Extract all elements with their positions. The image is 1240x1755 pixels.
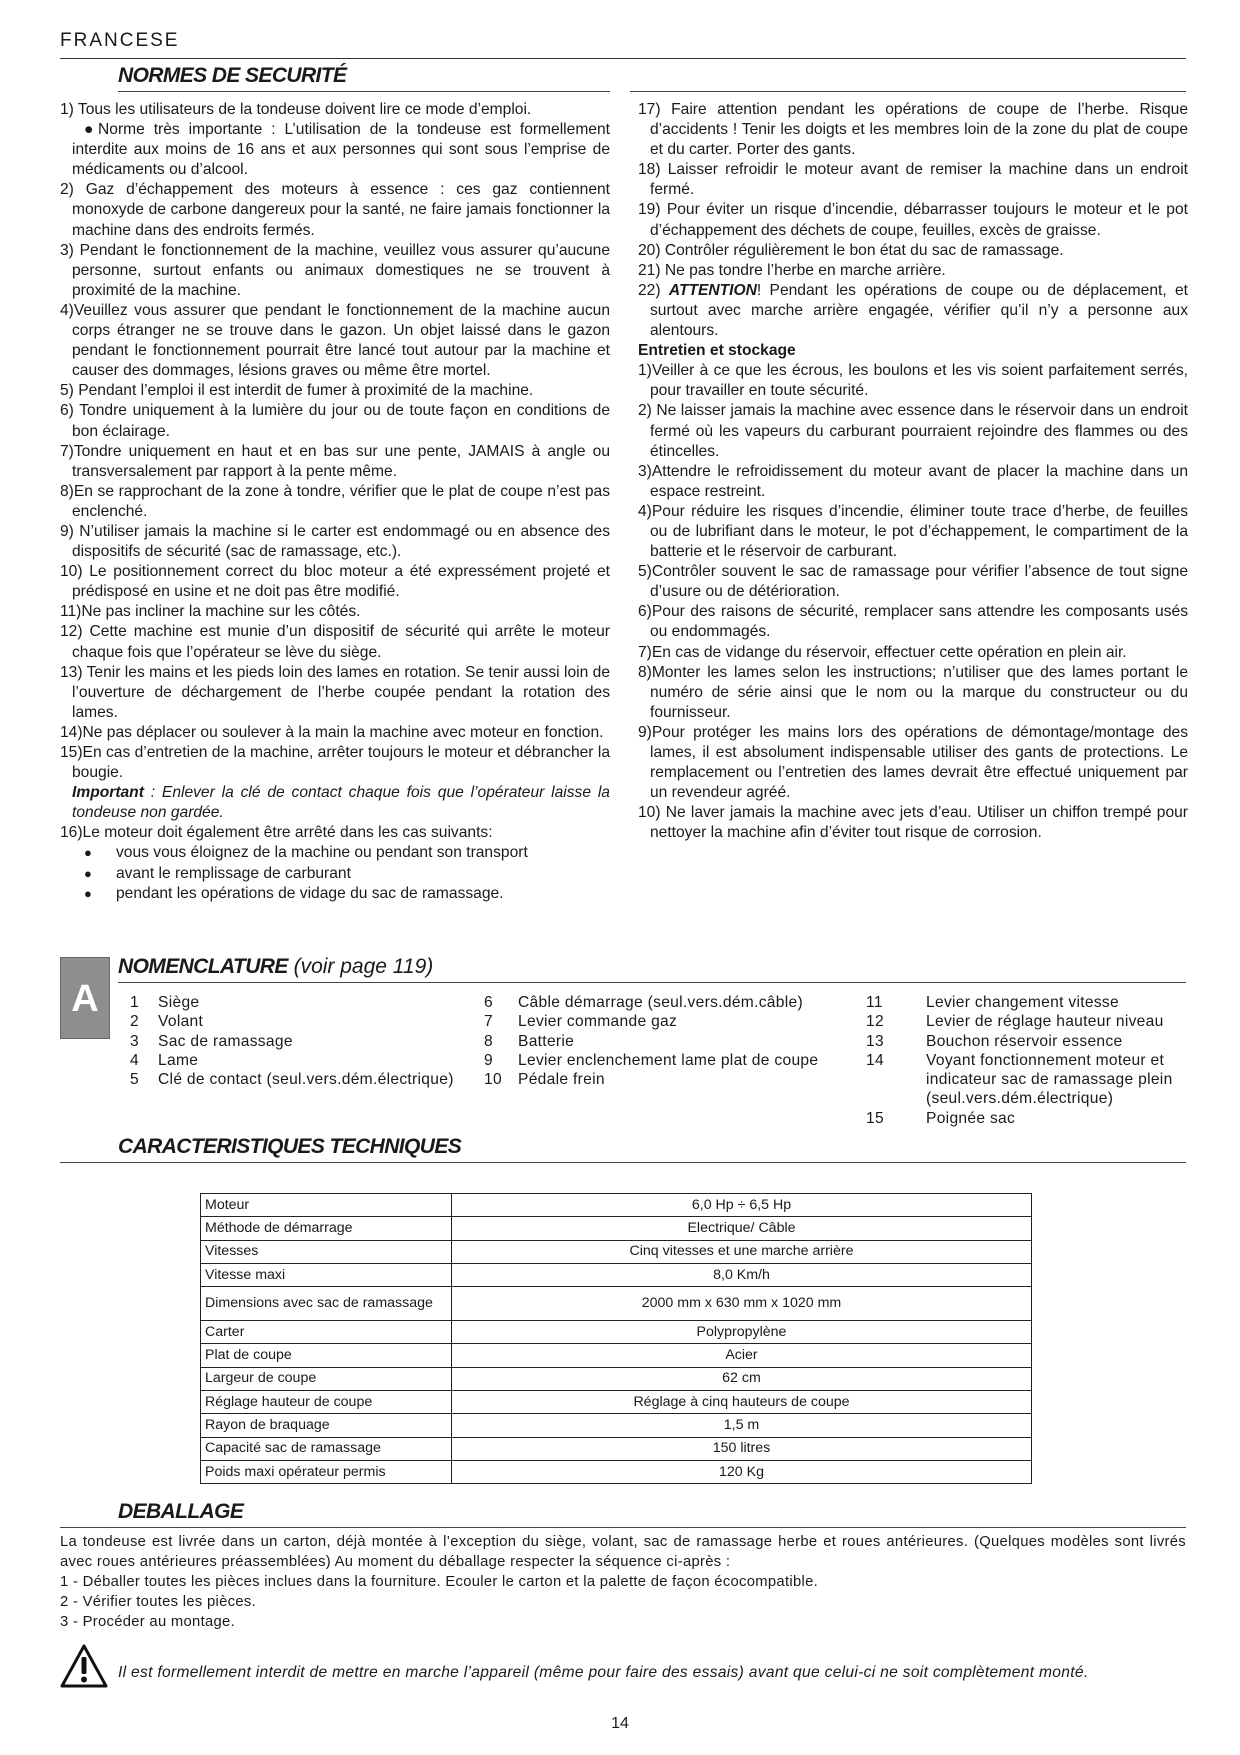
deballage-rule (60, 1527, 1186, 1528)
spec-row (201, 1367, 1032, 1390)
safety-rule-12: 12) Cette machine est munie d’un dispositif de sécurité qui arrête le moteur chaque fois que l’opérateur se lève du siège. (60, 623, 610, 661)
maintenance-rule-1: 1)Veiller à ce que les écrous, les boulons et les vis soient parfaitement serrés, pour travailler en toute sécurité. (638, 362, 1188, 400)
safety-rule-13: 13) Tenir les mains et les pieds loin des lames en rotation. Se tenir aussi loin de l’ouverture de déchargement de l’herbe coupée pendant la rotation des lames. (60, 663, 610, 721)
spec-label: Méthode de démarrage (201, 1217, 452, 1240)
stop-case-1: ● vous vous éloignez de la machine ou pendant son transport (60, 843, 610, 863)
spec-label: Réglage hauteur de coupe (201, 1391, 452, 1414)
stop-case-2: ● avant le remplissage de carburant (60, 864, 610, 884)
nomenclature-item (130, 1012, 454, 1031)
nomenclature-item-label: indicateur sac de ramassage plein (926, 1071, 1173, 1089)
nomenclature-item (866, 1109, 1173, 1128)
nomenclature-column-2 (484, 993, 818, 1089)
nomenclature-item (484, 1070, 818, 1089)
nomenclature-column-1 (130, 993, 454, 1089)
maintenance-rule-8: 8)Monter les lames selon les instructions; n’utiliser que des lames portant le numéro de série ainsi que le nom ou la marque du constructeur ou du fournisseur. (638, 663, 1188, 721)
spec-label: Poids maxi opérateur permis (201, 1460, 452, 1483)
spec-row (201, 1321, 1032, 1344)
nomenclature-item (130, 993, 454, 1012)
nomenclature-item-number (866, 1089, 926, 1108)
spec-value: 1,5 m (452, 1414, 1032, 1437)
maintenance-rule-3: 3)Attendre le refroidissement du moteur avant de placer la machine dans un espace restreint. (638, 462, 1188, 500)
spec-value: Cinq vitesses et une marche arrière (452, 1240, 1032, 1263)
safety-rule-1-important: ●Norme très importante : L’utilisation de la tondeuse est formellement interdite aux moins de 16 ans et aux personnes qui sont sous l’emprise de médicaments ou d’alcool. (72, 121, 610, 179)
normes-title: NORMES DE SECURITÉ (118, 64, 347, 87)
nomenclature-item-label: Levier commande gaz (518, 1013, 678, 1031)
spec-row (201, 1287, 1032, 1321)
entretien-heading: Entretien et stockage (638, 342, 796, 360)
spec-label: Carter (201, 1321, 452, 1344)
nomenclature-item-label: Poignée sac (926, 1109, 1016, 1127)
nomenclature-item-number: 2 (130, 1013, 139, 1031)
nomenclature-item-label: (seul.vers.dém.électrique) (926, 1090, 1114, 1108)
spec-label: Largeur de coupe (201, 1367, 452, 1390)
spec-row (201, 1217, 1032, 1240)
nomenclature-item-label: Voyant fonctionnement moteur et (926, 1051, 1165, 1069)
normes-title-rule-right (630, 91, 1186, 92)
spec-row (201, 1437, 1032, 1460)
spec-row (201, 1391, 1032, 1414)
nomenclature-page-ref: (voir page 119) (293, 955, 434, 978)
spec-row (201, 1460, 1032, 1483)
deballage-intro: La tondeuse est livrée dans un carton, déjà montée à l’exception du siège, volant, sac de ramassage herbe et roues antérieures. (Quelques modèles sont livrés avec roues antérieures préassemblées) Au moment du déballage respecter la séquence ci-après : (60, 1534, 1186, 1570)
spec-value: Acier (452, 1344, 1032, 1367)
safety-rule-4: 4)Veuillez vous assurer que pendant le fonctionnement de la machine aucun corps étranger ne se trouve dans le gazon. Un objet laissé dans le gazon pendant le fonctionnement pourrait être lancé tout autour par la machine et causer des dommages, lésions graves ou même être mortel. (60, 301, 610, 380)
section-badge: A (60, 957, 110, 1039)
safety-rule-17: 17) Faire attention pendant les opérations de coupe de l’herbe. Risque d’accidents ! Tenir les doigts et les membres loin de la zone du plat de coupe et du carter. Porter des gants. (638, 101, 1188, 159)
safety-rule-14: 14)Ne pas déplacer ou soulever à la main la machine avec moteur en fonction. (60, 723, 604, 741)
normes-right-column (638, 100, 1188, 843)
warning-triangle-icon (60, 1644, 108, 1688)
safety-rule-7: 7)Tondre uniquement en haut et en bas sur une pente, JAMAIS à angle ou transversalement par rapport à la pente même. (60, 442, 610, 480)
nomenclature-item-label: Câble démarrage (seul.vers.dém.câble) (518, 994, 803, 1011)
nomenclature-item-number: 11 (866, 994, 883, 1011)
safety-rule-5: 5) Pendant l’emploi il est interdit de fumer à proximité de la machine. (60, 382, 534, 400)
spec-value: 6,0 Hp ÷ 6,5 Hp (452, 1194, 1032, 1217)
page-number: 14 (611, 1715, 629, 1732)
nomenclature-item-label: Levier enclenchement lame plat de coupe (518, 1051, 819, 1069)
spec-row (201, 1263, 1032, 1286)
safety-rule-20: 20) Contrôler régulièrement le bon état du sac de ramassage. (638, 241, 1064, 259)
spec-value: Polypropylène (452, 1321, 1032, 1344)
safety-rule-18: 18) Laisser refroidir le moteur avant de remiser la machine dans un endroit fermé. (638, 161, 1188, 199)
nomenclature-item (866, 993, 1173, 1012)
nomenclature-item (866, 1070, 1173, 1089)
nomenclature-item-label: Lame (158, 1051, 199, 1069)
specs-rule (60, 1162, 1186, 1163)
safety-rule-2: 2) Gaz d’échappement des moteurs à essence : ces gaz contiennent monoxyde de carbone dangereux pour la santé, ne faire jamais fonctionner la machine dans des endroits fermés. (60, 181, 610, 239)
nomenclature-item-label: Clé de contact (seul.vers.dém.électrique) (158, 1071, 454, 1089)
nomenclature-item (484, 1032, 818, 1051)
nomenclature-item-number: 13 (866, 1032, 884, 1050)
spec-label: Vitesse maxi (201, 1263, 452, 1286)
nomenclature-item (130, 1051, 454, 1070)
spec-label: Capacité sac de ramassage (201, 1437, 452, 1460)
safety-rule-10: 10) Le positionnement correct du bloc moteur a été expressément projeté et prédisposé en usine et ne doit pas être modifié. (60, 563, 610, 601)
nomenclature-item (866, 1012, 1173, 1031)
safety-rule-1: 1) Tous les utilisateurs de la tondeuse doivent lire ce mode d’emploi. (60, 101, 532, 118)
stop-case-3: ● pendant les opérations de vidage du sac de ramassage. (60, 884, 610, 904)
nomenclature-item-number: 9 (484, 1051, 493, 1069)
safety-rule-9: 9) N’utiliser jamais la machine si le carter est endommagé ou en absence des dispositifs de sécurité (sac de ramassage, etc.). (60, 522, 610, 561)
nomenclature-item-number: 4 (130, 1051, 139, 1069)
spec-value: Electrique/ Câble (452, 1217, 1032, 1240)
maintenance-rule-9: 9)Pour protéger les mains lors des opérations de démontage/montage des lames, il est absolument indispensable utiliser des gants de protections. Le remplacement ou l’entretien des lames devrait être effectué uniquement par un revendeur agréé. (638, 723, 1188, 802)
deballage-text (60, 1532, 1186, 1632)
spec-value: 62 cm (452, 1367, 1032, 1390)
safety-rule-15: 15)En cas d’entretien de la machine, arrêter toujours le moteur et débrancher la bougie. (60, 744, 610, 782)
nomenclature-item-label: Batterie (518, 1032, 575, 1050)
nomenclature-item (130, 1070, 454, 1089)
nomenclature-item-number: 15 (866, 1109, 884, 1127)
nomenclature-item-number: 10 (484, 1071, 502, 1089)
nomenclature-item-number: 7 (484, 1013, 493, 1031)
safety-rule-11: 11)Ne pas incliner la machine sur les côtés. (60, 603, 361, 621)
spec-value: 2000 mm x 630 mm x 1020 mm (452, 1287, 1032, 1321)
spec-value: 120 Kg (452, 1460, 1032, 1483)
specs-table (200, 1193, 1032, 1484)
nomenclature-item-number: 1 (130, 994, 139, 1011)
nomenclature-item (484, 993, 818, 1012)
warning-text: Il est formellement interdit de mettre en marche l’appareil (même pour faire des essais) avant que celui-ci ne soit complètement monté. (118, 1664, 1089, 1681)
important-note (60, 783, 610, 823)
specs-title: CARACTERISTIQUES TECHNIQUES (118, 1135, 462, 1158)
spec-value: 150 litres (452, 1437, 1032, 1460)
nomenclature-item-number: 5 (130, 1071, 139, 1089)
deballage-step-1: 1 - Déballer toutes les pièces inclues dans la fourniture. Ecouler le carton et la palette de façon écocompatible. (60, 1574, 819, 1590)
nomenclature-item-number (866, 1070, 926, 1089)
spec-label: Rayon de braquage (201, 1414, 452, 1437)
header-divider (60, 58, 1186, 59)
spec-row (201, 1194, 1032, 1217)
spec-value: 8,0 Km/h (452, 1263, 1032, 1286)
maintenance-rule-7: 7)En cas de vidange du réservoir, effectuer cette opération en plein air. (638, 643, 1127, 661)
safety-rule-22: 22) ATTENTION! Pendant les opérations de coupe ou de déplacement, et surtout avec marche arrière engagée, vérifier qu’il n’y a personne aux alentours. (638, 281, 1188, 340)
deballage-title: DEBALLAGE (118, 1500, 244, 1523)
nomenclature-item-label: Bouchon réservoir essence (926, 1032, 1123, 1050)
nomenclature-title: NOMENCLATURE (voir page 119) (118, 955, 434, 978)
nomenclature-item-label: Sac de ramassage (158, 1032, 293, 1050)
nomenclature-item-label: Levier de réglage hauteur niveau (926, 1013, 1164, 1031)
nomenclature-item-number: 14 (866, 1051, 884, 1069)
safety-rule-21: 21) Ne pas tondre l’herbe en marche arrière. (638, 261, 946, 279)
nomenclature-item-label: Pédale frein (518, 1071, 605, 1089)
nomenclature-item (866, 1051, 1173, 1070)
safety-rule-16: 16)Le moteur doit également être arrêté dans les cas suivants: (60, 824, 493, 842)
important-label: Important (72, 784, 144, 802)
spec-value: Réglage à cinq hauteurs de coupe (452, 1391, 1032, 1414)
spec-row (201, 1344, 1032, 1367)
safety-rule-3: 3) Pendant le fonctionnement de la machine, veuillez vous assurer qu’aucune personne, surtout enfants ou animaux domestiques ne se trouvent à proximité de la machine. (60, 241, 610, 299)
normes-title-rule-left (118, 91, 610, 92)
nomenclature-item-number: 12 (866, 1013, 884, 1031)
deballage-step-3: 3 - Procéder au montage. (60, 1614, 235, 1630)
maintenance-rule-4: 4)Pour réduire les risques d’incendie, éliminer toute trace d’herbe, de feuilles ou de lubrifiant dans le moteur, le pot d’échappement, le compartiment de la batterie et le réservoir de carburant. (638, 502, 1188, 561)
nomenclature-item (484, 1051, 818, 1070)
nomenclature-item (484, 1012, 818, 1031)
spec-row (201, 1240, 1032, 1263)
nomenclature-item (866, 1032, 1173, 1051)
nomenclature-rule (118, 982, 1186, 983)
spec-row (201, 1414, 1032, 1437)
nomenclature-item (130, 1032, 454, 1051)
nomenclature-item-label: Volant (158, 1013, 204, 1031)
safety-rule-8: 8)En se rapprochant de la zone à tondre, vérifier que le plat de coupe n’est pas enclenché. (60, 482, 610, 520)
page-language-label: FRANCESE (60, 30, 180, 51)
nomenclature-item (866, 1089, 1173, 1108)
nomenclature-column-3 (866, 993, 1173, 1128)
normes-left-column (60, 100, 610, 904)
safety-rule-19: 19) Pour éviter un risque d’incendie, débarrasser toujours le moteur et le pot d’échappement des déchets de coupe, feuilles, excès de graisse. (638, 201, 1188, 239)
spec-label: Vitesses (201, 1240, 452, 1263)
deballage-step-2: 2 - Vérifier toutes les pièces. (60, 1594, 256, 1610)
spec-label: Moteur (201, 1194, 452, 1217)
safety-rule-6: 6) Tondre uniquement à la lumière du jour ou de toute façon en conditions de bon éclairage. (60, 402, 610, 440)
nomenclature-item-label: Siège (158, 994, 200, 1011)
nomenclature-item-label: Levier changement vitesse (926, 994, 1119, 1011)
spec-label: Dimensions avec sac de ramassage (201, 1287, 452, 1321)
nomenclature-item-number: 3 (130, 1032, 139, 1050)
maintenance-rule-10: 10) Ne laver jamais la machine avec jets d’eau. Utiliser un chiffon trempé pour nettoyer la machine afin d’éviter tout risque de corrosion. (638, 804, 1188, 842)
spec-label: Plat de coupe (201, 1344, 452, 1367)
nomenclature-item-number: 8 (484, 1032, 493, 1050)
attention-label: ATTENTION (668, 281, 757, 299)
maintenance-rule-5: 5)Contrôler souvent le sac de ramassage pour vérifier l’absence de tout signe d’usure ou de détérioration. (638, 563, 1188, 601)
nomenclature-item-number: 6 (484, 994, 493, 1011)
maintenance-rule-6: 6)Pour des raisons de sécurité, remplacer sans attendre les composants usés ou endommagés. (638, 603, 1188, 641)
maintenance-rule-2: 2) Ne laisser jamais la machine avec essence dans le réservoir dans un endroit fermé où les vapeurs du carburant pourraient rejoindre des flammes ou des étincelles. (638, 402, 1188, 460)
important-text: : Enlever la clé de contact chaque fois que l’opérateur laisse la tondeuse non gardée. (72, 784, 610, 822)
